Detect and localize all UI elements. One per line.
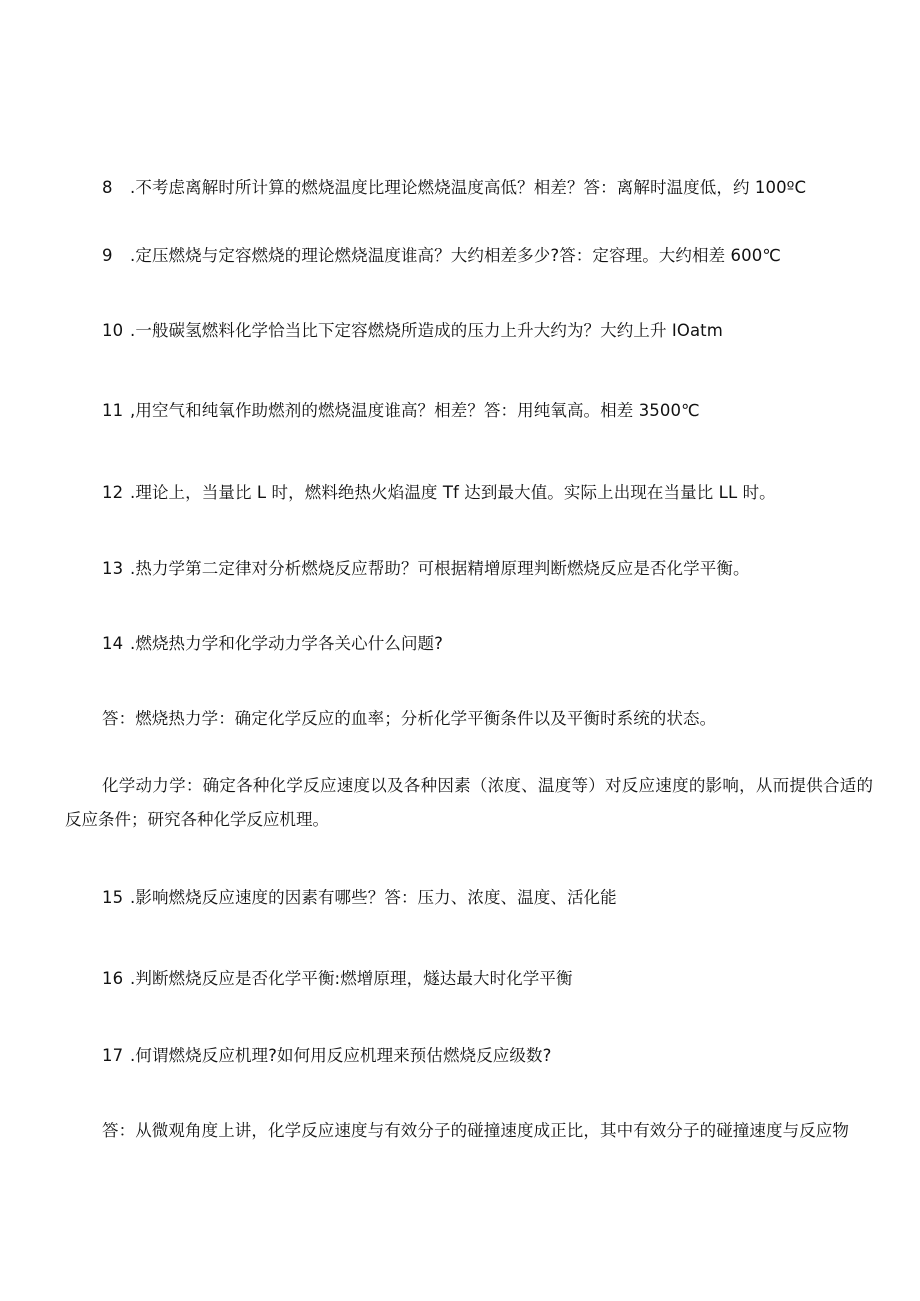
question-12 [102,482,776,504]
question-17 [102,1045,551,1067]
question-10 [102,320,723,342]
question-number: 15 [102,888,124,907]
question-number: 11 [102,401,124,420]
question-text: .定压燃烧与定容燃烧的理论燃烧温度谁高？大约相差多少?答：定容理。大约相差 600℃ [130,246,781,265]
question-11 [102,400,700,422]
question-8 [102,177,806,199]
question-14 [102,633,443,655]
question-15 [102,887,617,909]
question-text: .何谓燃烧反应机理?如何用反应机理来预估燃烧反应级数? [130,1046,552,1065]
question-number: 16 [102,969,124,988]
question-text: .影响燃烧反应速度的因素有哪些？答：压力、浓度、温度、活化能 [130,888,617,907]
question-text: .不考虑离解时所计算的燃烧温度比理论燃烧温度高低？相差？答：离解时温度低，约 100ºC [130,178,807,197]
question-number: 13 [102,559,124,578]
question-text: .热力学第二定律对分析燃烧反应帮助？可根据精增原理判断燃烧反应是否化学平衡。 [130,559,750,578]
question-number: 10 [102,321,124,340]
answer-17: 答：从微观角度上讲，化学反应速度与有效分子的碰撞速度成正比，其中有效分子的碰撞速度与反应物 [102,1121,849,1140]
answer-14-thermo: 答：燃烧热力学：确定化学反应的血率；分析化学平衡条件以及平衡时系统的状态。 [102,709,717,728]
question-9 [102,245,781,267]
question-text: .判断燃烧反应是否化学平衡:燃增原理，燧达最大时化学平衡 [130,969,573,988]
answer-14-kinetics: 化学动力学：确定各种化学反应速度以及各种因素（浓度、温度等）对反应速度的影响，从而提供合适的反应条件；研究各种化学反应机理。 [65,776,873,829]
question-number: 8 [102,178,113,197]
question-13 [102,558,750,580]
question-number: 12 [102,483,124,502]
question-16 [102,968,573,990]
question-text: .燃烧热力学和化学动力学各关心什么问题? [130,634,444,653]
question-number: 17 [102,1046,124,1065]
question-text: .理论上，当量比 L 时，燃料绝热火焰温度 Tf 达到最大值。实际上出现在当量比 LL 时。 [130,483,776,502]
question-number: 14 [102,634,124,653]
question-text: ,用空气和纯氧作助燃剂的燃烧温度谁高？相差？答：用纯氧高。相差 3500℃ [130,401,700,420]
question-text: .一般碳氢燃料化学恰当比下定容燃烧所造成的压力上升大约为？大约上升 IOatm [130,321,723,340]
question-number: 9 [102,246,113,265]
